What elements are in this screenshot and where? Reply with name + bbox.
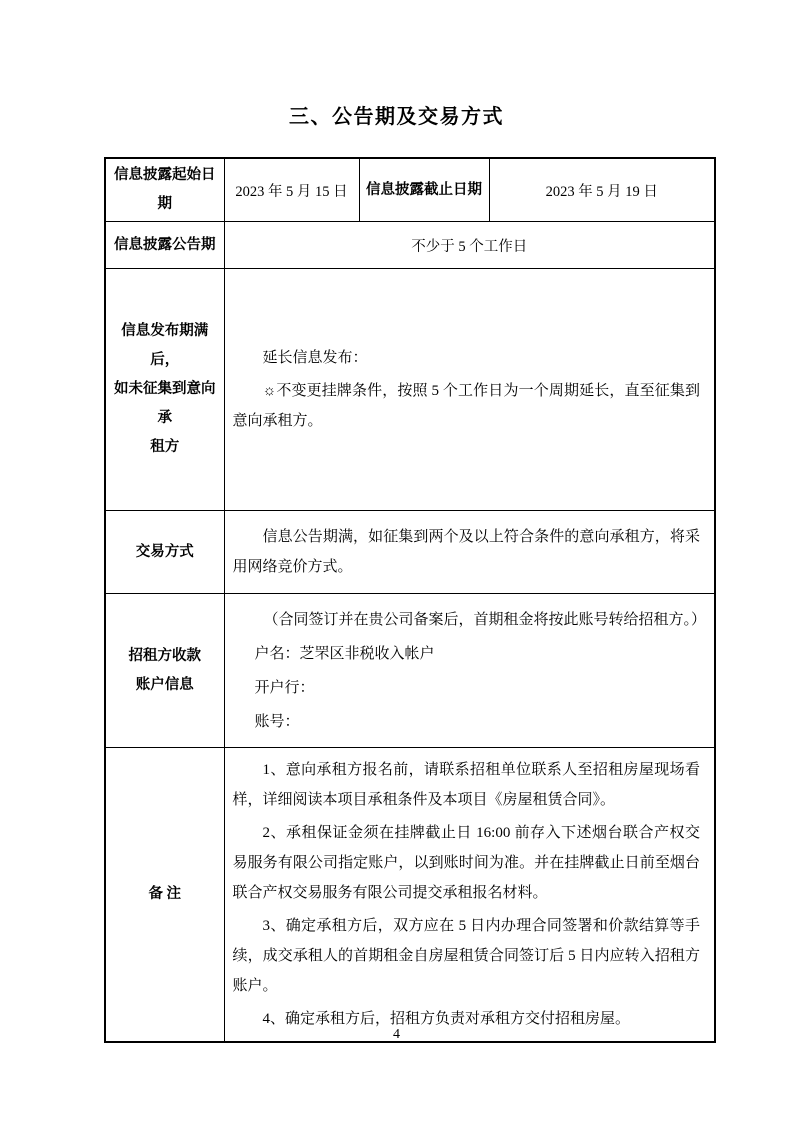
table-row-remarks xyxy=(105,748,715,1043)
extension-label-line-1: 信息发布期满后， xyxy=(121,323,209,368)
extension-content xyxy=(224,269,715,511)
transaction-paragraph: 信息公告期满，如征集到两个及以上符合条件的意向承租方，将采用网络竞价方式。 xyxy=(232,529,700,575)
remarks-paragraph-3: 3、确定承租方后，双方应在 5 日内办理合同签署和价款结算等手续，成交承租人的首期租金自房屋租赁合同签订后 5 日内应转入招租方账户。 xyxy=(232,918,700,994)
account-holder-name: 户名：芝罘区非税收入帐户 xyxy=(254,645,435,662)
account-content xyxy=(224,594,715,748)
extension-option xyxy=(233,376,701,436)
disclosure-end-value: 2023 年 5 月 19 日 xyxy=(489,158,715,222)
account-bank: 开户行： xyxy=(254,679,315,696)
page-number: 4 xyxy=(393,1027,400,1042)
account-label-line-2: 账户信息 xyxy=(135,676,194,693)
sun-bullet-icon: ☼ xyxy=(262,383,277,399)
account-note: （合同签订并在贵公司备案后，首期租金将按此账号转给招租方。） xyxy=(263,611,707,628)
table-row-announce-period xyxy=(105,222,715,269)
remarks-paragraph-4: 4、确定承租方后，招租方负责对承租方交付招租房屋。 xyxy=(262,1011,631,1027)
disclosure-start-value: 2023 年 5 月 15 日 xyxy=(224,158,359,222)
announce-period-value: 不少于 5 个工作日 xyxy=(224,222,715,269)
table-row-transaction xyxy=(105,511,715,594)
table-row-account xyxy=(105,594,715,748)
remarks-content xyxy=(224,748,715,1043)
page-title: 三、公告期及交易方式 xyxy=(289,106,504,128)
account-label-line-1: 招租方收款 xyxy=(128,647,201,664)
account-label xyxy=(105,594,224,748)
extension-label xyxy=(105,269,224,511)
extension-label-line-3: 租方 xyxy=(150,439,180,455)
extension-label-line-2: 如未征集到意向承 xyxy=(114,381,216,426)
extension-option-text: 不变更挂牌条件，按照 5 个工作日为一个周期延长，直至征集到意向承租方。 xyxy=(232,383,700,429)
remarks-paragraph-1: 1、意向承租方报名前，请联系招租单位联系人至招租房屋现场看样，详细阅读本项目承租条件及本项目《房屋租赁合同》。 xyxy=(232,762,700,808)
extension-intro: 延长信息发布： xyxy=(262,350,368,366)
transaction-label: 交易方式 xyxy=(105,511,224,594)
remarks-paragraph-2: 2、承租保证金须在挂牌截止日 16:00 前存入下述烟台联合产权交易服务有限公司指定账户，以到账时间为准。并在挂牌截止日前至烟台联合产权交易服务有限公司提交承租报名材料。 xyxy=(232,825,700,901)
announcement-table xyxy=(104,157,716,1043)
table-row-disclosure-dates xyxy=(105,158,715,222)
announce-period-label: 信息披露公告期 xyxy=(105,222,224,269)
transaction-content xyxy=(224,511,715,594)
remarks-label: 备 注 xyxy=(105,748,224,1043)
disclosure-start-label: 信息披露起始日期 xyxy=(105,158,224,222)
disclosure-end-label: 信息披露截止日期 xyxy=(359,158,489,222)
table-row-extension xyxy=(105,269,715,511)
account-number: 账号： xyxy=(254,713,300,730)
